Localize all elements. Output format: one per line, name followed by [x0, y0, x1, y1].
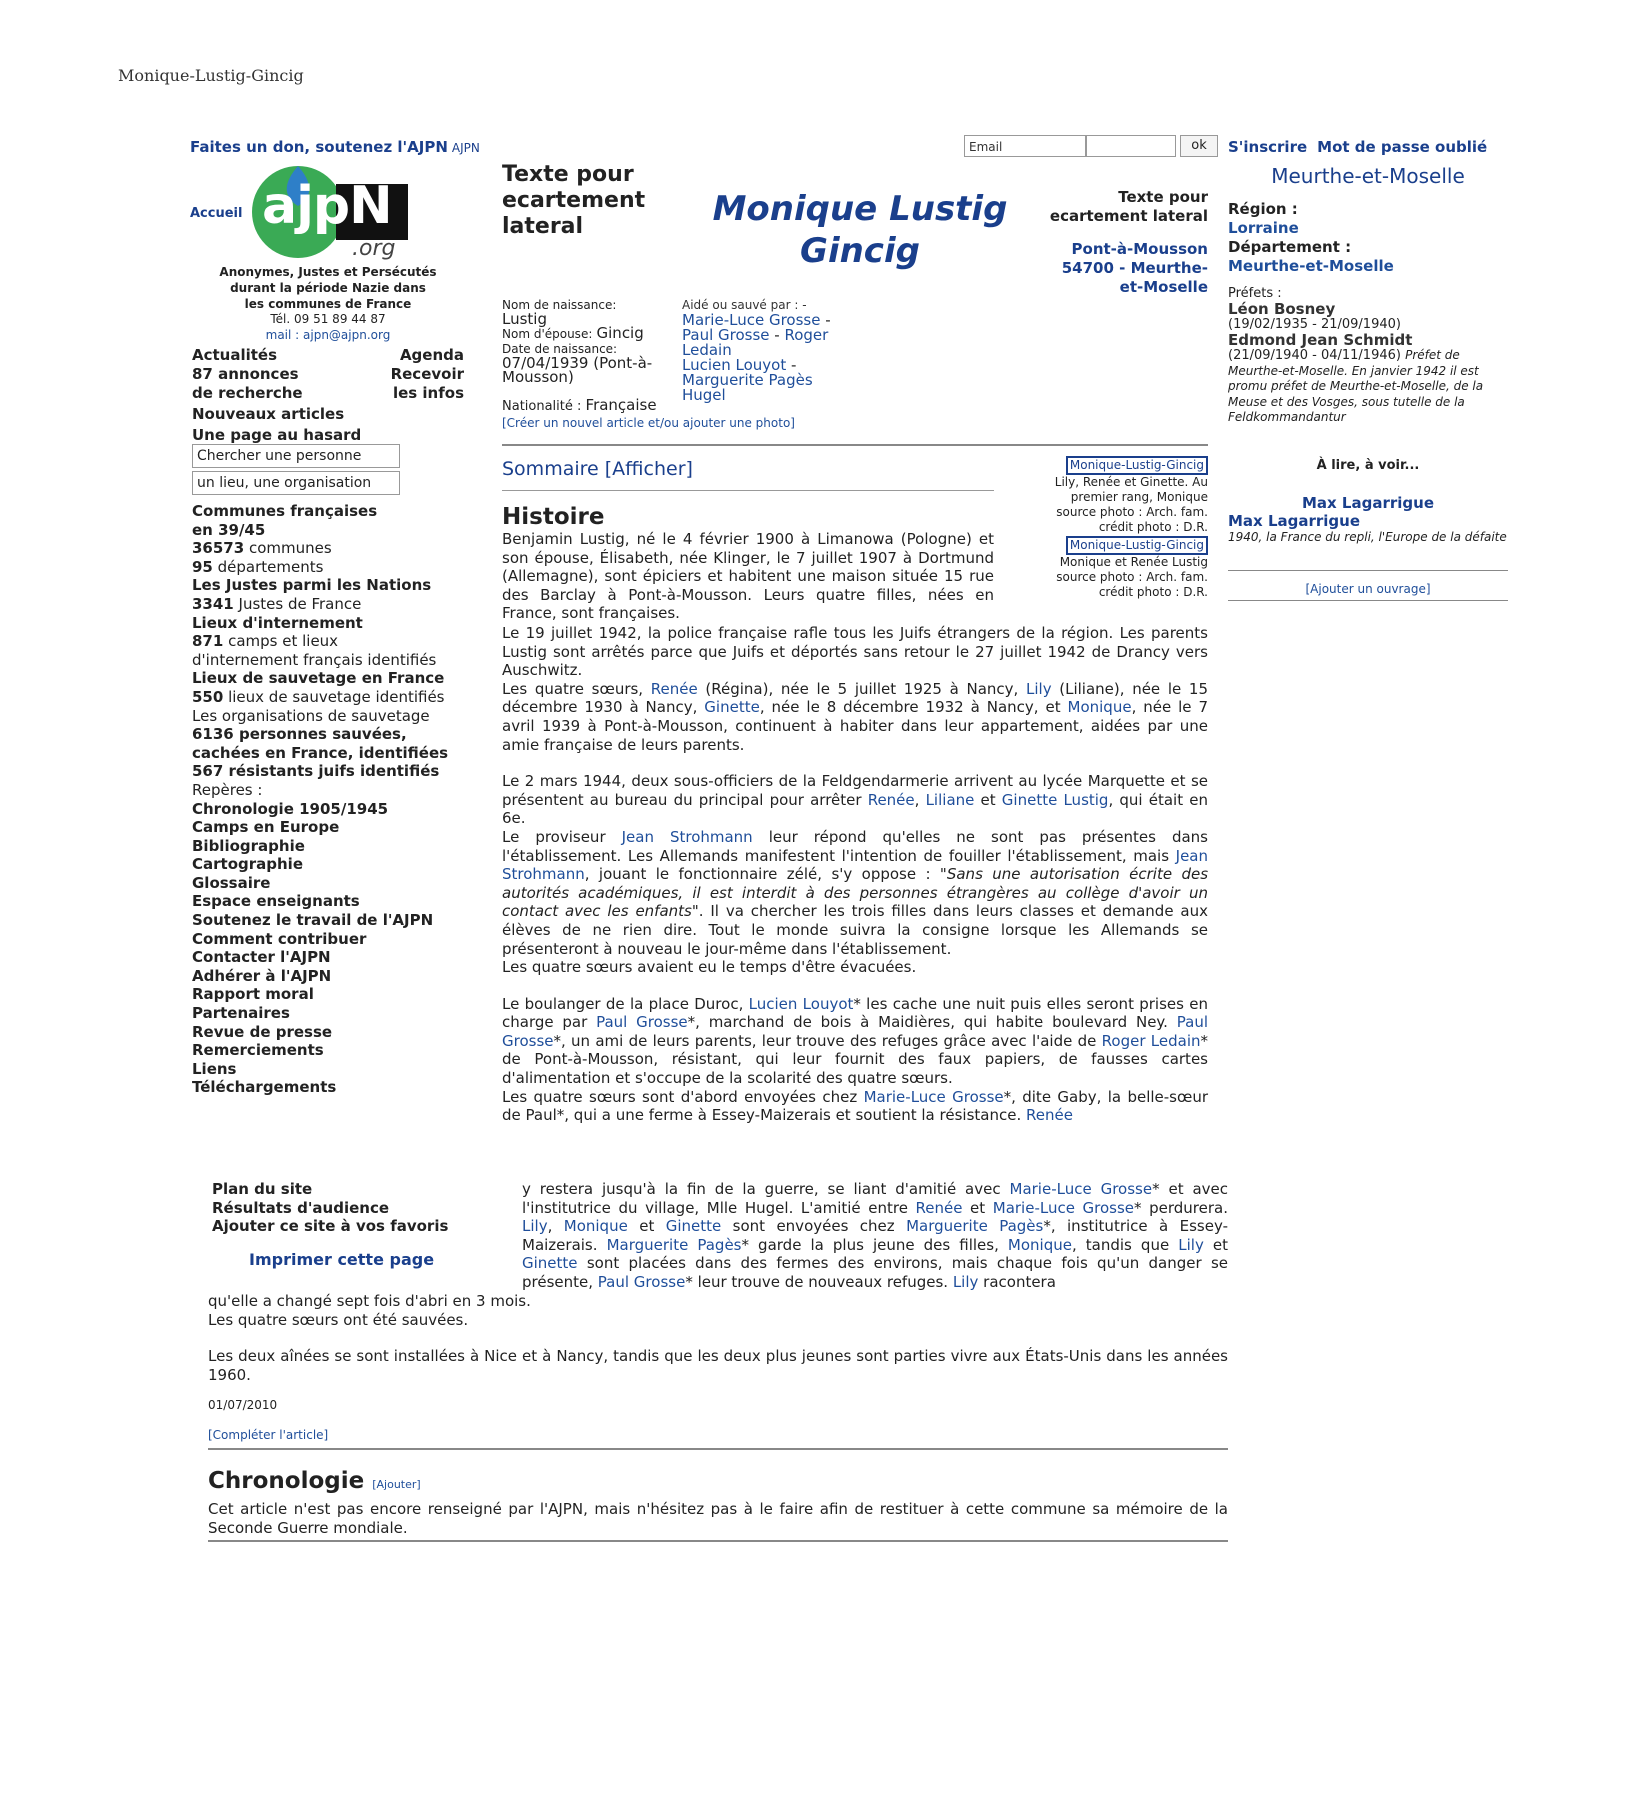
nationality: Nationalité : Française: [502, 396, 657, 414]
left-nav-item[interactable]: Liens: [192, 1059, 237, 1078]
donate-link[interactable]: Faites un don, soutenez l'AJPN AJPN: [190, 138, 480, 156]
reading-heading: À lire, à voir...: [1316, 458, 1420, 473]
region-info: Région : Lorraine Département : Meurthe-et-Moselle: [1228, 200, 1394, 275]
left-nav-item[interactable]: Chronologie 1905/1945: [192, 799, 389, 818]
person-link[interactable]: Ginette: [665, 1217, 722, 1236]
ads-link-2[interactable]: de recherche: [192, 384, 303, 402]
divider: [1228, 570, 1508, 571]
person-link[interactable]: Paul Grosse: [502, 1013, 1208, 1050]
document-title: Monique-Lustig-Gincig: [118, 66, 304, 85]
logo-suffix: .org: [352, 236, 396, 261]
left-nav-item[interactable]: Espace enseignants: [192, 892, 360, 911]
summary-toggle[interactable]: Sommaire [Afficher]: [502, 458, 693, 480]
left-nav-item[interactable]: Les organisations de sauvetage: [192, 706, 430, 725]
password-input[interactable]: [1086, 135, 1176, 157]
left-nav-item[interactable]: Communes françaises: [192, 502, 378, 520]
history-paragraph-6: Les quatre sœurs avaient eu le temps d'être évacuées.: [502, 958, 917, 977]
new-articles-link[interactable]: Nouveaux articles: [192, 405, 345, 423]
search-place-input[interactable]: un lieu, une organisation: [192, 471, 400, 495]
history-paragraph-11: Les quatre sœurs ont été sauvées.: [208, 1310, 469, 1329]
person-link[interactable]: Roger Ledain: [1101, 1031, 1201, 1050]
person-link[interactable]: Paul Grosse: [597, 1272, 686, 1291]
print-page-link[interactable]: Imprimer cette page: [249, 1250, 435, 1269]
news-link[interactable]: Actualités: [192, 346, 278, 364]
person-link[interactable]: Marguerite Pagès: [906, 1217, 1044, 1236]
left-nav-item[interactable]: Contacter l'AJPN: [192, 948, 331, 967]
divider: [208, 1540, 1228, 1542]
search-person-input[interactable]: Chercher une personne: [192, 444, 400, 468]
left-nav-item[interactable]: 36573 communes: [192, 539, 332, 558]
department-link[interactable]: Meurthe-et-Moselle: [1228, 257, 1394, 275]
divider: [208, 1448, 1228, 1450]
chronology-add-link[interactable]: [Ajouter]: [372, 1478, 421, 1491]
history-paragraph-8: Les quatre sœurs sont d'abord envoyées chez Marie-Luce Grosse*, dite Gaby, la belle-sœur de Paul*, qui a une ferme à Essey-Maizerais et soutient la résistance. Renée: [502, 1087, 1209, 1125]
left-nav-item[interactable]: Rapport moral: [192, 985, 314, 1004]
person-link[interactable]: Ginette: [522, 1254, 578, 1273]
left-nav-item[interactable]: Lieux de sauvetage en France: [192, 669, 445, 688]
newsletter-link-2[interactable]: les infos: [392, 384, 464, 402]
left-nav-item[interactable]: Téléchargements: [192, 1078, 337, 1097]
helper-link[interactable]: Lucien Louyot: [682, 356, 787, 374]
person-link[interactable]: Marie-Luce Grosse: [863, 1087, 1004, 1106]
history-paragraph-12: Les deux aînées se sont installées à Nice et à Nancy, tandis que les deux plus jeunes sont parties vivre aux États-Unis dans les années 1960.: [208, 1347, 1228, 1384]
summary-divider: [502, 490, 994, 491]
person-link[interactable]: Lily: [952, 1272, 979, 1291]
history-paragraph-1: Benjamin Lustig, né le 4 février 1900 à Limanowa (Pologne) et son épouse, Élisabeth, née Klinger, le 7 juillet 1907 à Dortmund (Allemagne), sont épiciers et habitent une maison située 15 rue des Barclay à Pont-à-Mousson. Leurs quatre filles, nées en France, sont françaises.: [502, 530, 994, 623]
association-tagline: Anonymes, Justes et Persécutés durant la période Nazie dans les communes de France: [219, 265, 437, 311]
left-nav-item[interactable]: Glossaire: [192, 873, 271, 892]
subscribe-link[interactable]: S'inscrire: [1228, 138, 1308, 156]
person-link[interactable]: Renée: [867, 790, 915, 809]
person-link[interactable]: Lily: [1026, 679, 1052, 698]
person-link[interactable]: Paul Grosse: [596, 1013, 688, 1032]
helpers-list: Aidé ou sauvé par : - Marie-Luce Grosse - Paul Grosse - Roger Ledain Lucien Louyot - Marguerite Pagès Hugel: [682, 298, 831, 404]
left-nav-item[interactable]: Revue de presse: [192, 1022, 333, 1041]
left-nav-item[interactable]: 871 camps et lieux: [192, 632, 339, 651]
person-link[interactable]: Marie-Luce Grosse: [1009, 1180, 1153, 1198]
phone-number: Tél. 09 51 89 44 87: [270, 312, 386, 326]
person-link[interactable]: Ginette Lustig: [1001, 790, 1109, 809]
left-nav-item[interactable]: 550 lieux de sauvetage identifiés: [192, 687, 445, 706]
book-entry: Max Lagarrigue Max Lagarrigue 1940, la France du repli, l'Europe de la défaite: [1228, 494, 1507, 544]
region-link[interactable]: Lorraine: [1228, 219, 1299, 237]
person-link[interactable]: Renée: [650, 679, 698, 698]
history-paragraph-10: qu'elle a changé sept fois d'abri en 3 mois.: [208, 1292, 531, 1310]
person-link[interactable]: Lily: [522, 1217, 548, 1236]
agenda-link[interactable]: Agenda: [399, 346, 464, 364]
photo-caption-2: Monique-Lustig-Gincig Monique et Renée Lustig source photo : Arch. fam. crédit photo : D.R.: [1056, 538, 1208, 599]
person-link[interactable]: Lucien Louyot: [748, 994, 854, 1013]
book-title-link[interactable]: Max Lagarrigue: [1301, 494, 1434, 512]
left-nav-item[interactable]: Les Justes parmi les Nations: [192, 576, 432, 595]
person-link[interactable]: Marie-Luce Grosse: [992, 1198, 1135, 1217]
prefects-list: Préfets : Léon Bosney (19/02/1935 - 21/09/1940) Edmond Jean Schmidt (21/09/1940 - 04/11/1946) Préfet de Meurthe-et-Moselle. En janvier 1942 il est promu préfet de Meurthe-et-Moselle, de la Meuse et des Vosges, sous tutelle de la Feldkommandantur: [1228, 286, 1484, 424]
person-link[interactable]: Monique: [1067, 698, 1132, 717]
person-link[interactable]: Monique: [563, 1217, 628, 1236]
forgot-password-link[interactable]: Mot de passe oublié: [1317, 138, 1488, 156]
history-paragraph-3: Les quatre sœurs, Renée (Régina), née le 5 juillet 1925 à Nancy, Lily (Liliane), née le 15 décembre 1930 à Nancy, Ginette, née le 8 décembre 1932 à Nancy, et Monique, née le 7 avril 1939 à Pont-à-Mousson, continuent à habiter dans leur appartement, aidées par une amie française de leurs parents.: [502, 679, 1208, 754]
complete-article-link[interactable]: [Compléter l'article]: [208, 1428, 329, 1442]
email-input[interactable]: Email: [964, 135, 1086, 157]
left-nav-item[interactable]: 3341 Justes de France: [192, 594, 362, 613]
newsletter-link[interactable]: Recevoir: [390, 365, 464, 383]
sitemap-link[interactable]: Plan du site: [212, 1180, 313, 1198]
chronology-heading: Chronologie [Ajouter]: [208, 1468, 421, 1494]
history-paragraph-5: Le proviseur Jean Strohmann leur répond qu'elles ne sont pas présentes dans l'établissement. Les Allemands manifestent l'intention de fouiller l'établissement, mais Jean Strohmann, jouant le fonctionnaire zélé, s'y oppose : "Sans une autorisation écrite des autorités académiques, il est interdit à des personnes étrangères au collège d'avoir un contact avec les enfants". Il va chercher les trois filles dans leurs classes et demande aux élèves de ne rien dire. Tout le monde suivra la consigne lorsque les Allemands se présenteront à nouveau le jour-même dans l'établissement.: [502, 827, 1209, 958]
history-paragraph-4: Le 2 mars 1944, deux sous-officiers de la Feldgendarmerie arrivent au lycée Marquette et se présentent au bureau du principal pour arrêter Renée, Liliane et Ginette Lustig, qui était en 6e.: [502, 772, 1208, 828]
chronology-text: Cet article n'est pas encore renseigné par l'AJPN, mais n'hésitez pas à le faire afin de restituer à cette commune sa mémoire de la Seconde Guerre mondiale.: [208, 1500, 1228, 1537]
footer-nav: [212, 1180, 448, 1236]
person-link[interactable]: Jean Strohmann: [502, 846, 1208, 884]
left-navigation: [192, 502, 472, 1097]
lateral-text-right: Texte pour ecartement lateral: [1049, 188, 1208, 225]
department-title: Meurthe-et-Moselle: [1271, 164, 1465, 188]
lateral-text: Texte pour ecartement lateral: [502, 162, 646, 239]
history-paragraph-2: Le 19 juillet 1942, la police française rafle tous les Juifs étrangers de la région. Les parents Lustig sont arrêtés parce que Juifs et déportés sans retour le 27 juillet 1942 de Drancy vers Auschwitz.: [502, 624, 1208, 680]
helper-link[interactable]: Roger Ledain: [682, 326, 829, 359]
left-nav-item[interactable]: Remerciements: [192, 1041, 324, 1060]
person-link[interactable]: Renée: [1025, 1106, 1073, 1125]
left-nav-item[interactable]: 6136 personnes sauvées,: [192, 725, 407, 744]
left-nav-item[interactable]: Camps en Europe: [192, 818, 340, 837]
add-book-link[interactable]: [Ajouter un ouvrage]: [1305, 582, 1431, 596]
random-page-link[interactable]: Une page au hasard: [192, 426, 362, 444]
left-nav-item[interactable]: Partenaires: [192, 1004, 290, 1023]
left-nav-item[interactable]: cachées en France, identifiées: [192, 743, 449, 762]
left-nav-item[interactable]: Repères :: [192, 780, 263, 799]
commune-link[interactable]: Pont-à-Mousson 54700 - Meurthe- et-Moselle: [1061, 240, 1208, 296]
left-nav-item[interactable]: Cartographie: [192, 855, 303, 874]
left-nav-item[interactable]: 567 résistants juifs identifiés: [192, 762, 440, 781]
person-link[interactable]: Lily: [1178, 1235, 1204, 1254]
history-heading: Histoire: [502, 504, 605, 530]
book-author-link[interactable]: Max Lagarrigue: [1228, 512, 1361, 530]
ok-button[interactable]: ok: [1180, 135, 1218, 157]
left-nav-item[interactable]: Bibliographie: [192, 836, 305, 855]
photo-caption-1: Monique-Lustig-Gincig Lily, Renée et Ginette. Au premier rang, Monique source photo : Arch. fam. crédit photo : D.R.: [1054, 458, 1208, 534]
history-body: [502, 624, 1208, 1125]
nav-top: [192, 346, 464, 445]
left-nav-item[interactable]: Lieux d'internement: [192, 613, 363, 632]
left-nav-item[interactable]: 95 départements: [192, 557, 324, 576]
helper-link[interactable]: Marie-Luce Grosse: [682, 311, 821, 329]
create-article-link[interactable]: [Créer un nouvel article et/ou ajouter une photo]: [502, 416, 795, 430]
history-end: [208, 1292, 1228, 1384]
person-link[interactable]: Liliane: [925, 790, 975, 809]
helper-link[interactable]: Paul Grosse: [682, 326, 770, 344]
person-link[interactable]: Renée: [915, 1198, 963, 1217]
person-link[interactable]: Ginette: [704, 698, 760, 717]
left-nav-item[interactable]: en 39/45: [192, 520, 266, 539]
photo-link-1[interactable]: Monique-Lustig-Gincig: [1066, 456, 1208, 475]
left-nav-item[interactable]: Adhérer à l'AJPN: [192, 966, 332, 985]
person-infos: Nom de naissance: Lustig Nom d'épouse: Gincig Date de naissance: 07/04/1939 (Pont-à-Mousson): [502, 298, 653, 386]
person-link[interactable]: Jean Strohmann: [621, 827, 753, 846]
person-link[interactable]: Marguerite Pagès: [606, 1235, 742, 1254]
history-paragraph-9: y restera jusqu'à la fin de la guerre, se liant d'amitié avec Marie-Luce Grosse* et avec l'institutrice du village, Mlle Hugel. L'amitié entre Renée et Marie-Luce Grosse* perdurera. Lily, Monique et Ginette sont envoyées chez Marguerite Pagès*, institutrice à Essey-Maizerais. Marguerite Pagès* garde la plus jeune des filles, Monique, tandis que Lily et Ginette sont placées dans des fermes des environs, mais chaque fois qu'un danger se présente, Paul Grosse* leur trouve de nouveaux refuges. Lily racontera: [522, 1180, 1229, 1291]
helper-link[interactable]: Marguerite Pagès: [682, 371, 813, 389]
history-paragraph-7: Le boulanger de la place Duroc, Lucien Louyot* les cache une nuit puis elles seront prises en charge par Paul Grosse*, marchand de bois à Maidières, qui habite boulevard Ney. Paul Grosse*, un ami de leurs parents, leur trouve des refuges grâce avec l'aide de Roger Ledain* de Pont-à-Mousson, résistant, qui leur fournit des faux papiers, de fausses cartes d'alimentation et s'occupe de la scolarité des quatre sœurs.: [502, 994, 1208, 1088]
divider: [502, 444, 1208, 446]
left-nav-item[interactable]: d'internement français identifiés: [192, 650, 437, 669]
account-links: [1228, 138, 1497, 156]
helper-link[interactable]: Hugel: [682, 386, 726, 404]
divider: [1228, 600, 1508, 601]
left-nav-item[interactable]: Soutenez le travail de l'AJPN: [192, 911, 434, 930]
article-date: 01/07/2010: [208, 1398, 278, 1412]
home-link[interactable]: Accueil: [190, 206, 243, 221]
ads-link[interactable]: 87 annonces: [192, 365, 299, 383]
favorites-link[interactable]: Ajouter ce site à vos favoris: [212, 1217, 449, 1236]
page-title: Monique Lustig Gincig: [712, 189, 1008, 271]
audience-link[interactable]: Résultats d'audience: [212, 1198, 390, 1217]
person-link[interactable]: Monique: [1007, 1235, 1072, 1254]
mail-link[interactable]: mail : ajpn@ajpn.org: [265, 328, 391, 342]
logo-text: ajpN: [262, 176, 392, 236]
left-nav-item[interactable]: Comment contribuer: [192, 929, 367, 948]
photo-link-2[interactable]: Monique-Lustig-Gincig: [1066, 536, 1208, 555]
